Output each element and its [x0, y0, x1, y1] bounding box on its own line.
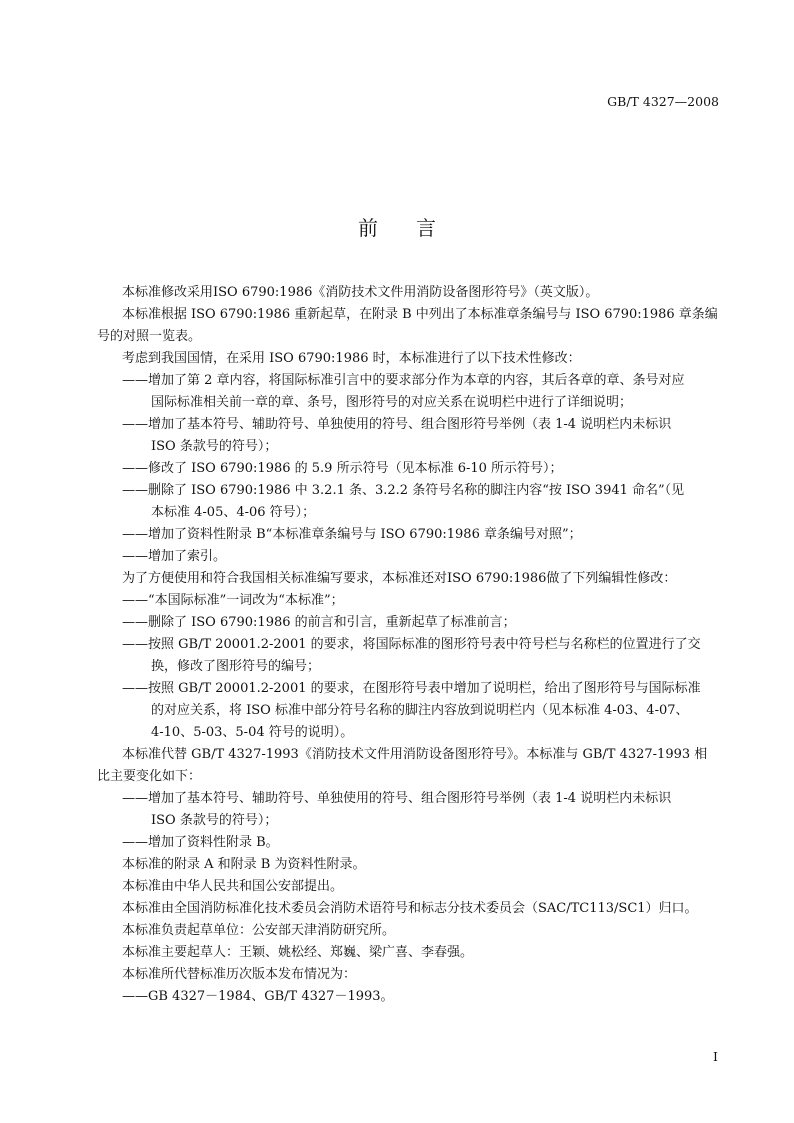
foreword-line: 本标准代替 GB/T 4327-1993《消防技术文件用消防设备图形符号》。本标准与 GB/T 4327-1993 相 — [122, 747, 708, 762]
foreword-line: ——按照 GB/T 20001.2-2001 的要求，在图形符号表中增加了说明栏，给出了图形符号与国际标准 — [122, 681, 701, 696]
foreword-line: 国际标准相关前一章的章、条号，图形符号的对应关系在说明栏中进行了详细说明； — [151, 395, 633, 410]
foreword-line: 本标准的附录 A 和附录 B 为资料性附录。 — [122, 857, 366, 872]
foreword-line: ——修改了 ISO 6790:1986 的 5.9 所示符号（见本标准 6-10 所示符号）； — [122, 461, 563, 476]
foreword-line: 本标准由中华人民共和国公安部提出。 — [122, 879, 344, 894]
foreword-line: ——增加了资料性附录 B。 — [122, 835, 279, 850]
page-title: 前言 — [358, 216, 474, 240]
foreword-line: 本标准负责起草单位：公安部天津消防研究所。 — [122, 923, 396, 938]
foreword-line: ——GB 4327－1984、GB/T 4327－1993。 — [122, 989, 394, 1004]
foreword-line: ——按照 GB/T 20001.2-2001 的要求，将国际标准的图形符号表中符号栏与名称栏的位置进行了交 — [122, 637, 701, 652]
foreword-line: 本标准修改采用ISO 6790:1986《消防技术文件用消防设备图形符号》（英文版）。 — [122, 285, 599, 300]
foreword-line: 本标准 4-05、4-06 符号）； — [151, 505, 316, 520]
foreword-line: 比主要变化如下： — [97, 769, 202, 784]
foreword-line: 本标准由全国消防标准化技术委员会消防术语符号和标志分技术委员会（SAC/TC113/SC1）归口。 — [122, 901, 698, 916]
foreword-line: ——“本国际标准”一词改为“本标准”； — [122, 593, 344, 608]
foreword-line: ——增加了资料性附录 B“本标准章条编号与 ISO 6790:1986 章条编号对照”； — [122, 527, 582, 542]
foreword-line: 为了方便使用和符合我国相关标准编写要求，本标准还对ISO 6790:1986做了下列编辑性修改： — [122, 571, 677, 586]
foreword-line: ——增加了索引。 — [122, 549, 227, 564]
foreword-line: 换，修改了图形符号的编号； — [151, 659, 321, 674]
foreword-line: ISO 条款号的符号）； — [151, 813, 278, 828]
foreword-line: 本标准根据 ISO 6790:1986 重新起草，在附录 B 中列出了本标准章条编号与 ISO 6790:1986 章条编 — [122, 307, 718, 322]
foreword-line: 本标准所代替标准历次版本发布情况为： — [122, 967, 357, 982]
foreword-line: 考虑到我国国情，在采用 ISO 6790:1986 时，本标准进行了以下技术性修改： — [122, 351, 581, 366]
foreword-line: ——增加了第 2 章内容，将国际标准引言中的要求部分作为本章的内容，其后各章的章、条号对应 — [122, 373, 685, 388]
standard-code: GB/T 4327—2008 — [607, 94, 719, 109]
foreword-line: ——增加了基本符号、辅助符号、单独使用的符号、组合图形符号举例（表 1-4 说明栏内未标识 — [122, 791, 672, 806]
foreword-line: ——删除了 ISO 6790:1986 的前言和引言，重新起草了标准前言； — [122, 615, 516, 630]
foreword-line: 的对应关系，将 ISO 标准中部分符号名称的脚注内容放到说明栏内（见本标准 4-03、4-07、 — [151, 703, 689, 718]
foreword-line: 号的对照一览表。 — [97, 329, 202, 344]
foreword-line: ——增加了基本符号、辅助符号、单独使用的符号、组合图形符号举例（表 1-4 说明栏内未标识 — [122, 417, 672, 432]
page-number: I — [713, 1049, 718, 1064]
foreword-line: 本标准主要起草人：王颖、姚松经、郑巍、梁广喜、李春强。 — [122, 945, 474, 960]
foreword-line: 4-10、5-03、5-04 符号的说明）。 — [151, 725, 354, 740]
foreword-line: ISO 条款号的符号）； — [151, 439, 278, 454]
foreword-line: ——删除了 ISO 6790:1986 中 3.2.1 条、3.2.2 条符号名称的脚注内容“按 ISO 3941 命名”（见 — [122, 483, 685, 498]
